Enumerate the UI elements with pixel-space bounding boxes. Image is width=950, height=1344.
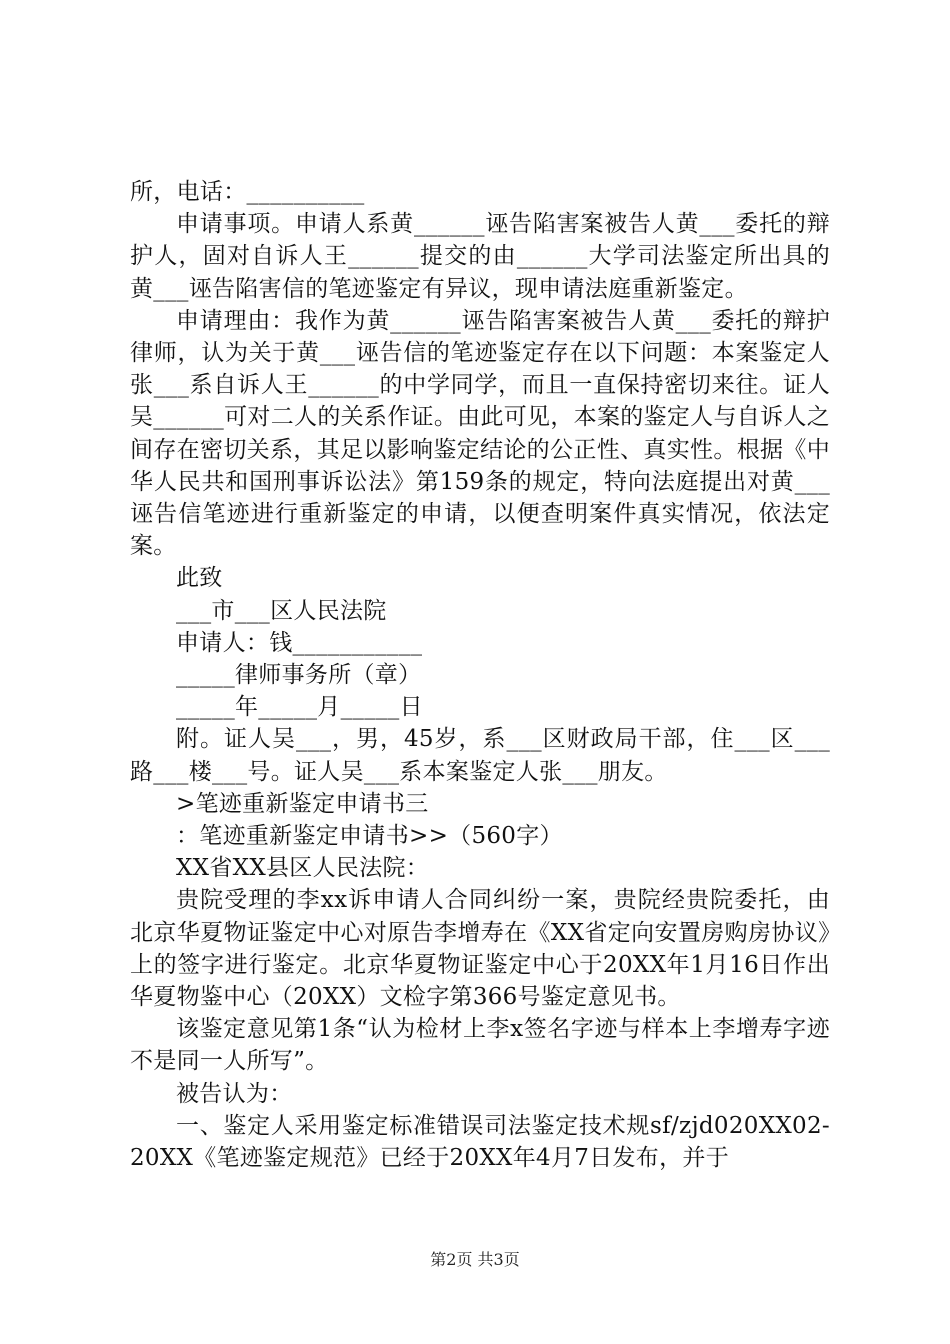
page-number-footer: 第2页 共3页 [430, 1250, 520, 1269]
court-name-line: ___市___区人民法院 [176, 597, 387, 624]
paragraph-phone: 所，电话：__________ [130, 179, 365, 205]
paragraph-case-background: 贵院受理的李xx诉申请人合同纠纷一案，贵院经贵院委托，由北京华夏物证鉴定中心对原告李增寿在《XX省定向安置房购房协议》上的签字进行鉴定。北京华夏物证鉴定中心于20XX年1月16日作出华夏物鉴中心（20XX）文检字第366号鉴定意见书。 [130, 887, 830, 1011]
addressee-line: XX省XX县区人民法院： [176, 855, 430, 882]
document-body [130, 176, 830, 1174]
defendant-view-heading: 被告认为： [176, 1080, 293, 1107]
paragraph-application-reasons: 申请理由：我作为黄______诬告陷害案被告人黄___委托的辩护律师，认为关于黄___诬告信的笔迹鉴定存在以下问题：本案鉴定人张___系自诉人王______的中学同学，而且一直保持密切来往。证人吴______可对二人的关系作证。由此可见，本案的鉴定人与自诉人之间存在密切关系，其足以影响鉴定结论的公正性、真实性。根据《中华人民共和国刑事诉讼法》第159条的规定，特向法庭提出对黄___诬告信笔迹进行重新鉴定的申请，以便查明案件真实情况，依法定案。 [130, 307, 830, 560]
paragraph-point-one: 一、鉴定人采用鉴定标准错误司法鉴定技术规sf/zjd020XX02-20XX《笔迹鉴定规范》已经于20XX年4月7日发布，并于 [130, 1112, 830, 1172]
law-firm-line: _____律师事务所（章） [176, 662, 422, 689]
paragraph-application-matters: 申请事项。申请人系黄______诬告陷害案被告人黄___委托的辩护人，固对自诉人王______提交的由______大学司法鉴定所出具的黄___诬告陷害信的笔迹鉴定有异议，现申请法庭重新鉴定。 [130, 211, 830, 302]
date-line: _____年_____月_____日 [176, 694, 423, 721]
salutation-line: 此致 [176, 565, 223, 592]
section-heading-3: >笔迹重新鉴定申请书三 [176, 790, 429, 817]
paragraph-attachment: 附。证人吴___，男，45岁，系___区财政局干部，住___区___路___楼___号。证人吴___系本案鉴定人张___朋友。 [130, 726, 830, 785]
section-subtitle: ：笔迹重新鉴定申请书>>（560字） [176, 823, 563, 850]
paragraph-appraisal-opinion: 该鉴定意见第1条“认为检材上李x签名字迹与样本上李增寿字迹不是同一人所写”。 [130, 1016, 830, 1075]
applicant-line: 申请人：钱___________ [176, 629, 423, 656]
